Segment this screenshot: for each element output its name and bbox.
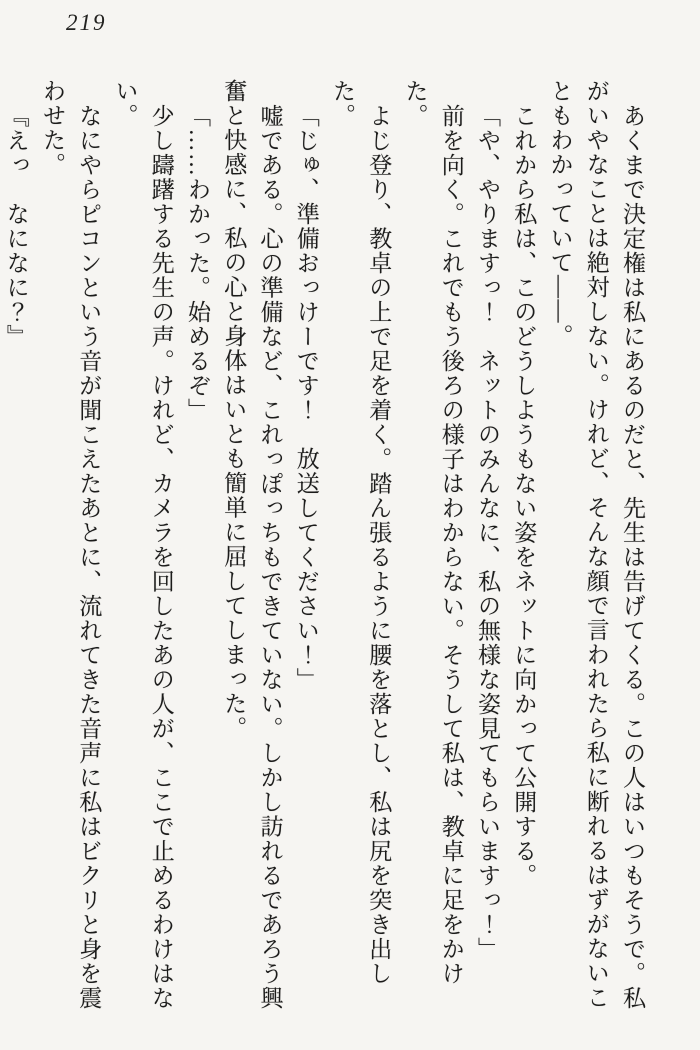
text-area bbox=[3, 79, 650, 1015]
text-line: い。 bbox=[112, 79, 138, 128]
text-line: がいやなことは絶対しない。けれど、そんな顔で言われたら私に断れるはずがないこ bbox=[583, 79, 609, 1010]
text-line: 「や、やりますっ！ ネットのみんなに、私の無様な姿見てもらいますっ！」 bbox=[475, 103, 500, 961]
page-number: 219 bbox=[66, 10, 107, 35]
text-line: 嘘である。心の準備など、これっぽっちもできていない。しかし訪れるであろう興 bbox=[257, 103, 283, 1010]
text-line: これから私は、このどうしようもない姿をネットに向かって公開する。 bbox=[511, 103, 537, 888]
text-line: 前を向く。これでもう後ろの様子はわからない。そうして私は、教卓に足をかけた。 bbox=[402, 79, 464, 986]
text-line: なにやらピコンという音が聞こえたあとに、流れてきた音声に私はビクリと身を震 bbox=[76, 103, 102, 1010]
text-line: 『えっ なになに？』 bbox=[3, 103, 29, 349]
text-line: あくまで決定権は私にあるのだと、先生は告げてくる。この人はいつもそうで。私 bbox=[620, 103, 645, 1010]
text-line: 少し躊躇する先生の声。けれど、カメラを回したあの人が、ここで止めるわけはな bbox=[148, 103, 174, 1010]
text-line: 「……わかった。始めるぞ」 bbox=[185, 103, 210, 422]
text-line: わせた。 bbox=[40, 79, 65, 177]
text-line: 「じゅ、準備おっけーです！ 放送してください！」 bbox=[293, 103, 319, 692]
text-line: ともわかっていて――。 bbox=[547, 79, 573, 349]
text-line: 奮と快感に、私の心と身体はいとも簡単に屈してしまった。 bbox=[221, 79, 247, 741]
text-line: よじ登り、教卓の上で足を着く。踏ん張るように腰を落とし、私は尻を突き出した。 bbox=[330, 79, 392, 986]
